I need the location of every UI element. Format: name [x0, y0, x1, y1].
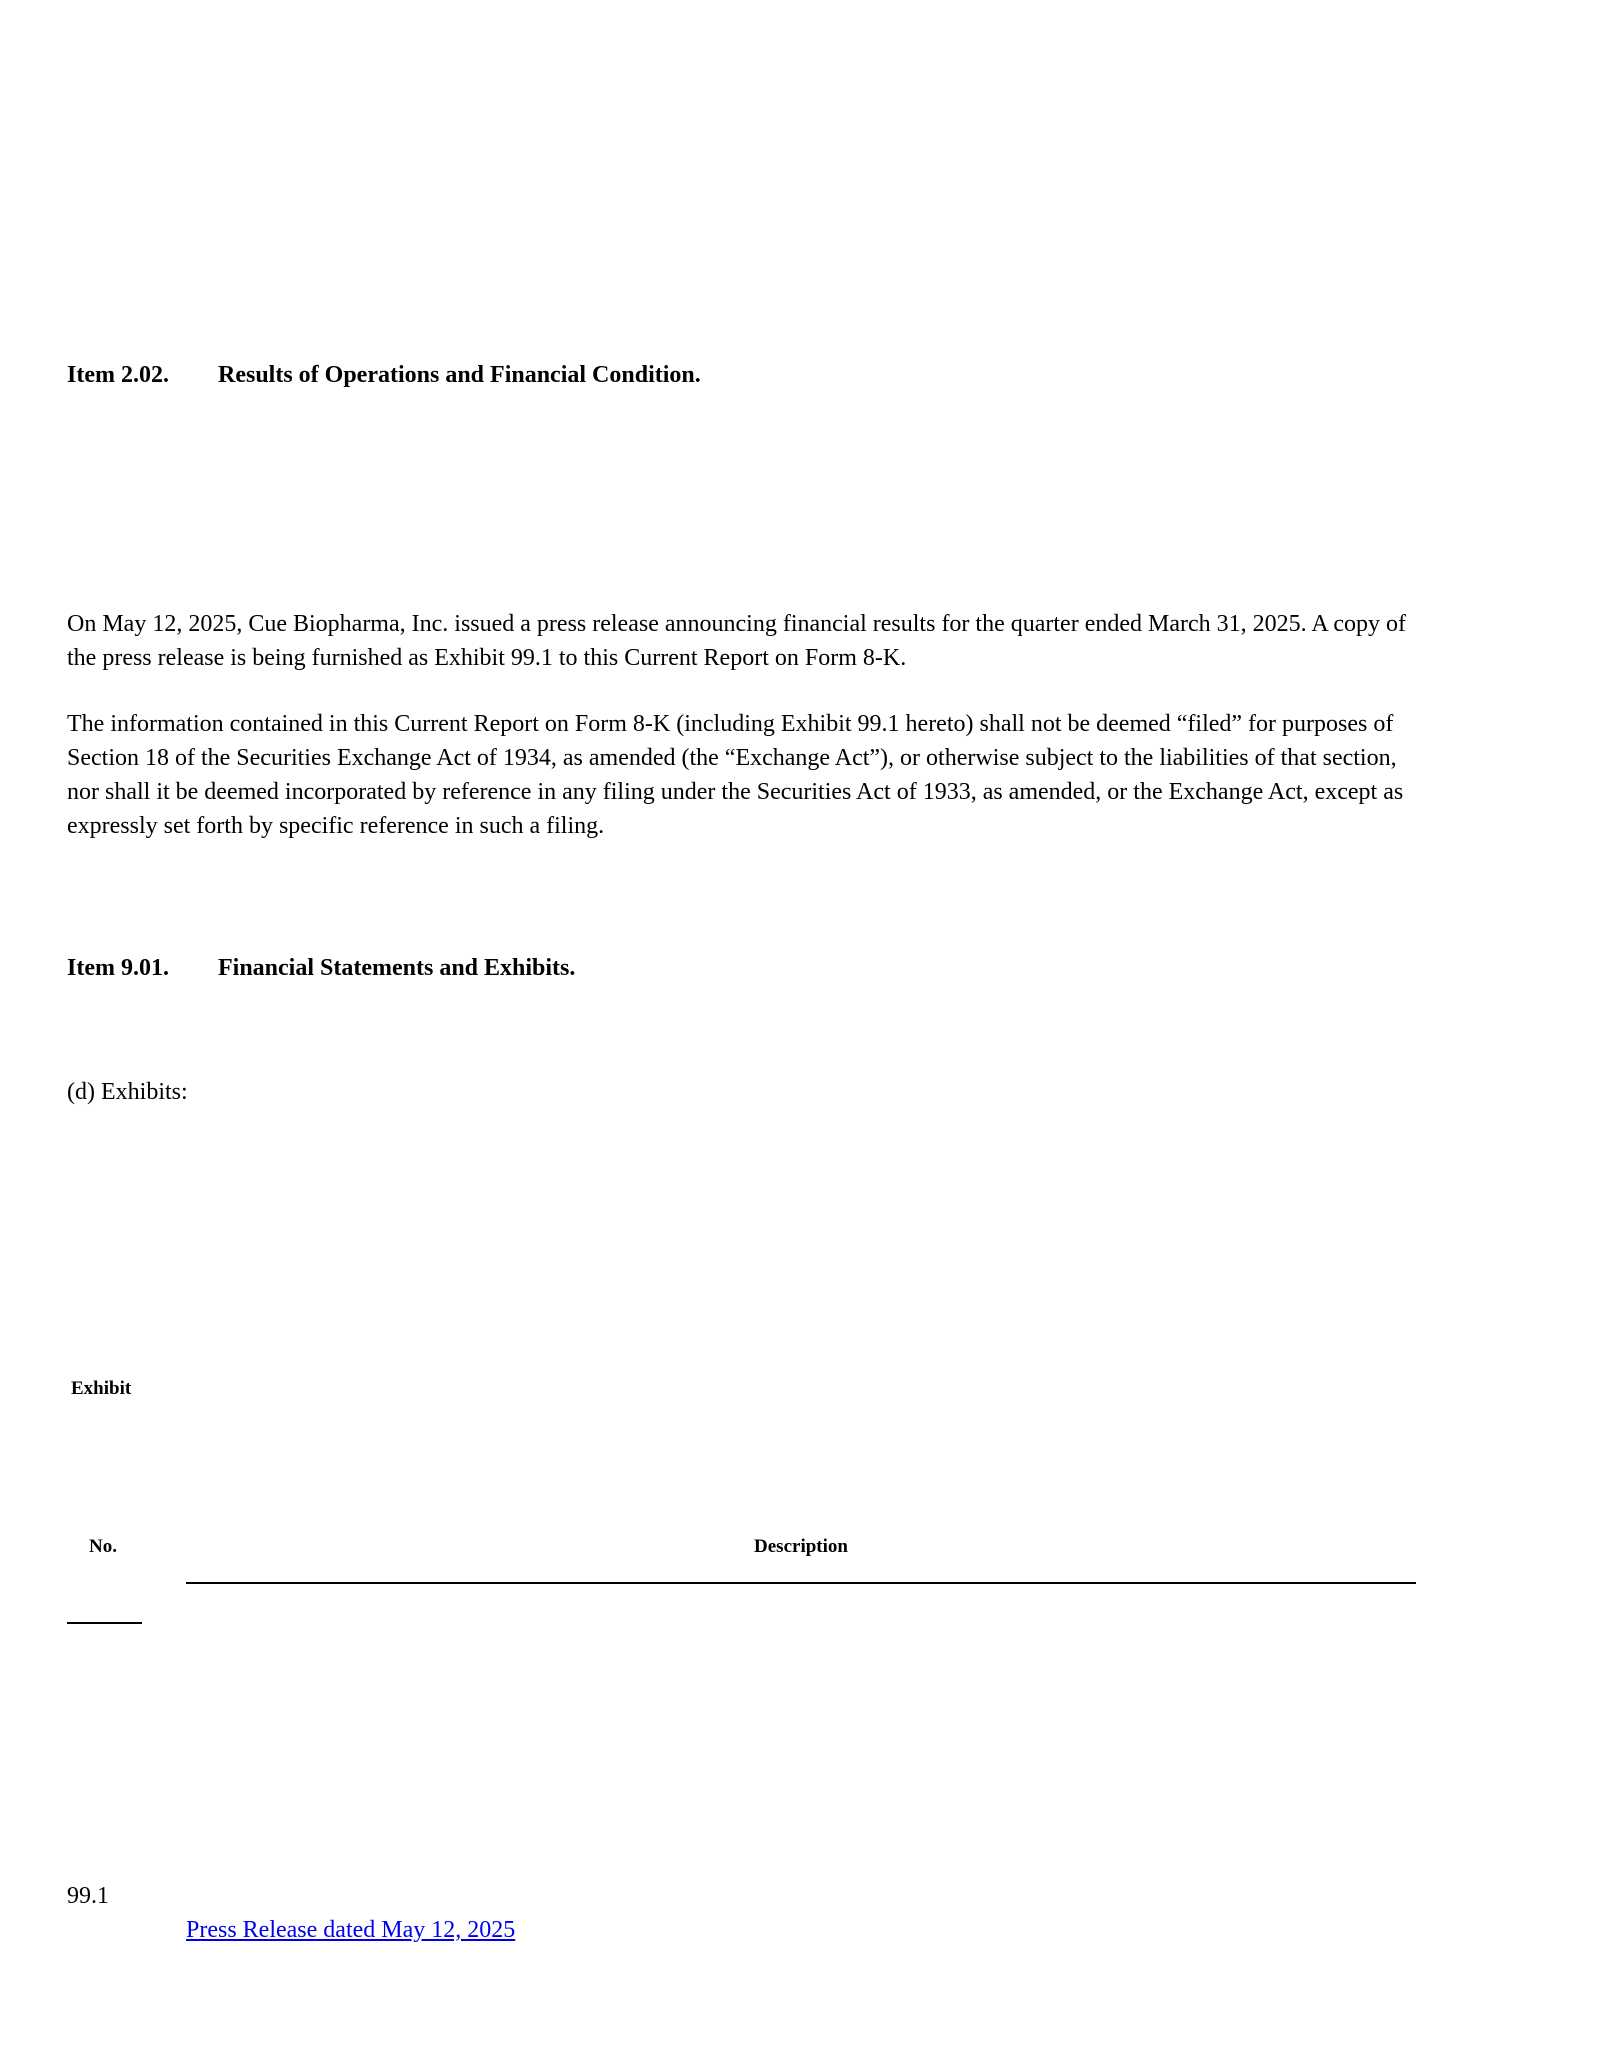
column-header-description: Description: [754, 1536, 848, 1557]
results-paragraph: On May 12, 2025, Cue Biopharma, Inc. issued a press release announcing financial results for the quarter ended March 31, 2025. A copy of the press release is being furnished as Exhibit 99.1 to this Current Report on Form 8-K.: [67, 611, 1406, 671]
disclaimer-paragraph: The information contained in this Current Report on Form 8-K (including Exhibit 99.1 hereto) shall not be deemed “filed” for purposes of Section 18 of the Securities Exchange Act of 1934, as amended (the “Exchange Act”), or otherwise subject to the liabilities of that section, nor shall it be deemed incorporated by reference in any filing under the Securities Act of 1933, as amended, or the Exchange Act, except as expressly set forth by specific reference in such a filing.: [67, 711, 1404, 839]
exhibit-number: 99.1: [67, 1883, 109, 1909]
press-release-link[interactable]: Press Release dated May 12, 2025: [186, 1917, 516, 1943]
column-header-exhibit: Exhibit: [71, 1378, 132, 1399]
exhibits-label: (d) Exhibits:: [67, 1079, 188, 1105]
column-header-no: No.: [89, 1536, 117, 1557]
item-9-01-number: Item 9.01.: [67, 955, 169, 981]
item-2-02-number: Item 2.02.: [67, 362, 169, 388]
number-header-rule: [67, 1622, 142, 1624]
description-header-rule: [186, 1582, 1416, 1584]
item-9-01-title: Financial Statements and Exhibits.: [218, 955, 576, 981]
item-2-02-title: Results of Operations and Financial Condition.: [218, 362, 701, 388]
